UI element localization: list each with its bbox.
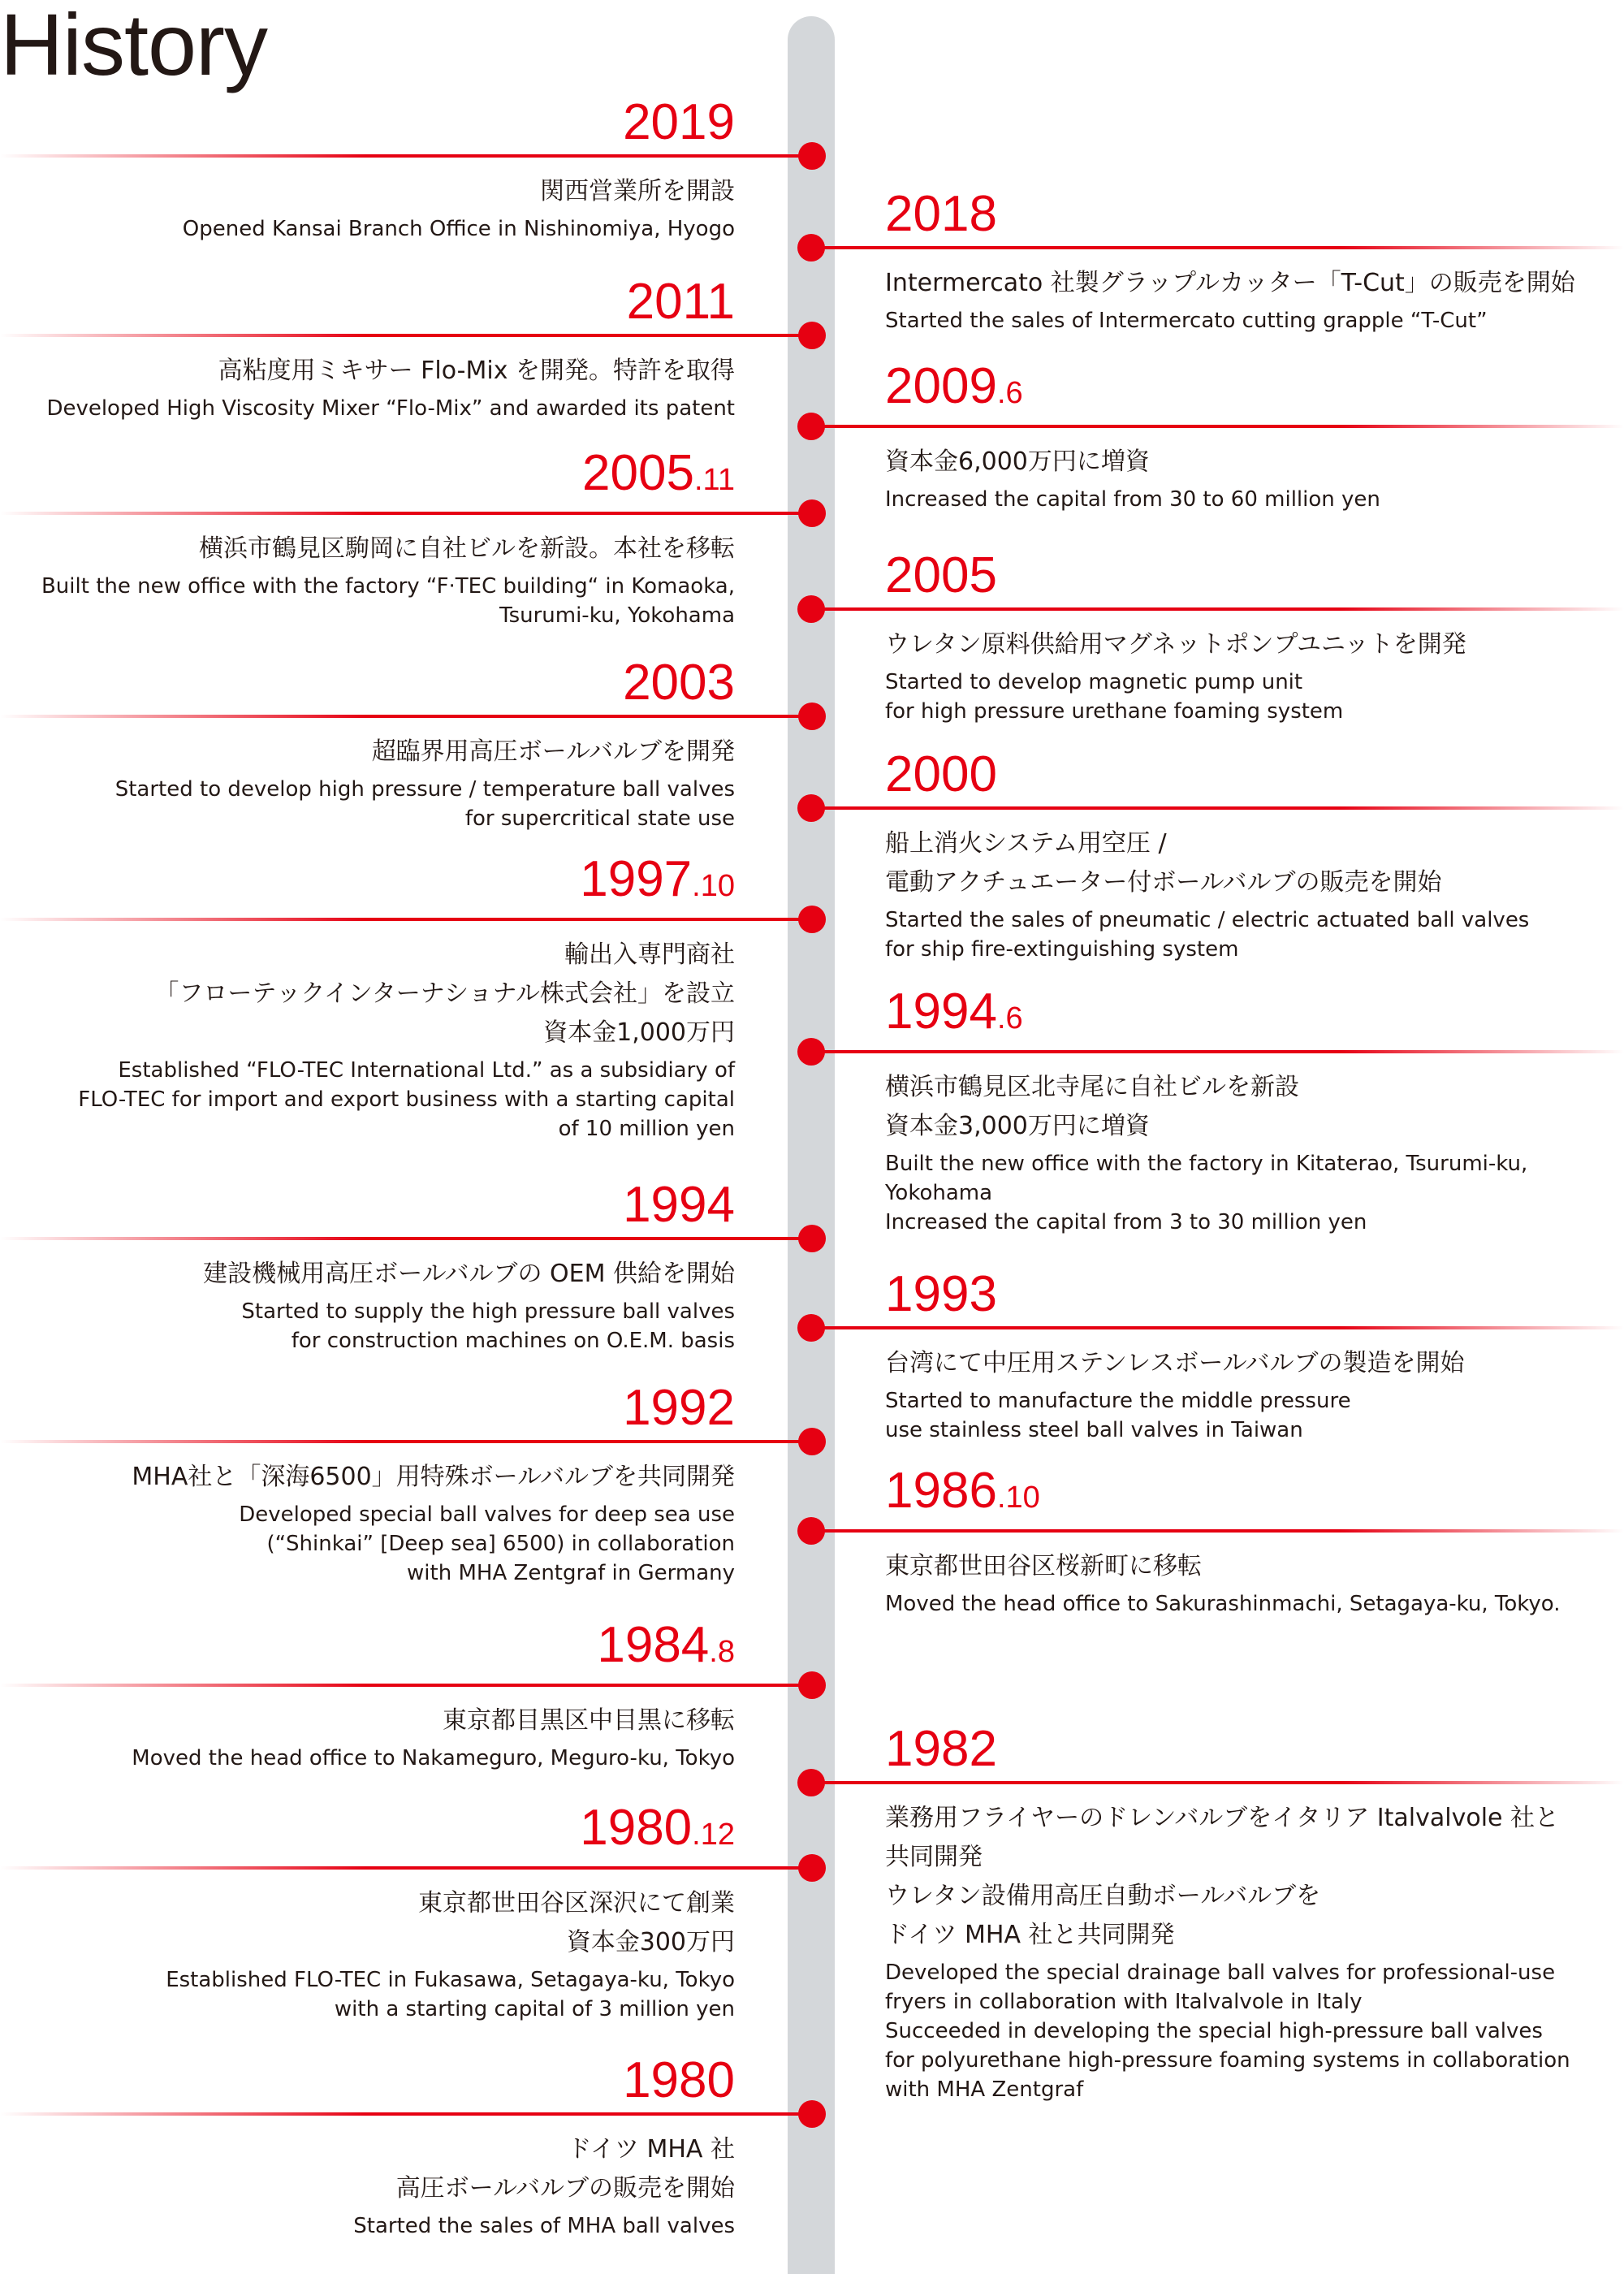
timeline-connector-line (811, 246, 1624, 249)
timeline-dot (797, 1038, 825, 1066)
timeline-connector-line (0, 1866, 812, 1870)
timeline-connector-line (0, 2112, 812, 2116)
japanese-line: 船上消火システム用空圧 / (885, 829, 1167, 858)
entry-year-number: 1980 (623, 2052, 735, 2108)
entry-english-text (37, 1297, 735, 1355)
timeline-connector-line (0, 1237, 812, 1240)
entry-year-month: .6 (996, 376, 1023, 410)
timeline-dot (798, 142, 826, 170)
english-line: Moved the head office to Sakurashinmachi, Setagaya-ku, Tokyo. (885, 1592, 1561, 1616)
english-line: Started to manufacture the middle pressure (885, 1389, 1351, 1413)
japanese-line: 高圧ボールバルブの販売を開始 (395, 2174, 735, 2203)
entry-english-text (885, 1589, 1600, 1619)
entry-japanese-text (885, 824, 1600, 902)
entry-year (597, 1617, 735, 1677)
entry-japanese-text (885, 443, 1600, 482)
timeline-dot (797, 1517, 825, 1545)
english-line: Built the new office with the factory “F·TEC building“ in Komaoka, (41, 574, 735, 599)
english-line: Moved the head office to Nakameguro, Meguro-ku, Tokyo (132, 1746, 735, 1770)
entry-year-number: 1997 (580, 851, 693, 907)
japanese-line: 台湾にて中圧用ステンレスボールバルブの製造を開始 (885, 1349, 1465, 1377)
timeline-dot (797, 413, 825, 440)
timeline-connector-line (0, 512, 812, 515)
timeline-connector-line (811, 1781, 1624, 1784)
timeline-dot (798, 499, 826, 527)
entry-year (623, 1177, 735, 1233)
english-line: Opened Kansai Branch Office in Nishinomiya, Hyogo (182, 217, 735, 241)
entry-japanese-text (37, 1255, 735, 1294)
page-title: History (0, 0, 268, 93)
entry-year (885, 1721, 997, 1777)
entry-body (885, 625, 1600, 726)
japanese-line: 関西営業所を開設 (540, 177, 735, 205)
timeline-connector-line (811, 806, 1624, 810)
entry-body (885, 443, 1600, 514)
entry-year-number: 1993 (885, 1266, 997, 1322)
entry-body (37, 936, 735, 1143)
entry-japanese-text (885, 1068, 1600, 1146)
japanese-line: 高粘度用ミキサー Flo-Mix を開発。特許を取得 (218, 357, 735, 385)
japanese-line: 資本金300万円 (566, 1928, 735, 1956)
english-line: Increased the capital from 3 to 30 million yen (885, 1210, 1367, 1234)
english-line: for ship fire-extinguishing system (885, 937, 1239, 962)
entry-english-text (885, 1386, 1600, 1445)
entry-year (580, 851, 735, 911)
japanese-line: 超臨界用高圧ボールバルブを開発 (371, 737, 735, 766)
english-line: with MHA Zentgraf (885, 2077, 1084, 2102)
japanese-line: 横浜市鶴見区北寺尾に自社ビルを新設 (885, 1073, 1299, 1101)
japanese-line: 横浜市鶴見区駒岡に自社ビルを新設。本社を移転 (199, 534, 735, 563)
entry-year-month: .10 (996, 1481, 1040, 1515)
english-line: for polyurethane high-pressure foaming systems in collaboration (885, 2048, 1570, 2073)
entry-body (37, 1884, 735, 2024)
japanese-line: ドイツ MHA 社 (567, 2135, 735, 2164)
japanese-line: Intermercato 社製グラップルカッター「T-Cut」の販売を開始 (885, 269, 1575, 297)
entry-english-text (885, 668, 1600, 726)
entry-japanese-text (37, 172, 735, 211)
japanese-line: ウレタン原料供給用マグネットポンプユニットを開発 (885, 630, 1466, 659)
timeline-connector-line (811, 1326, 1624, 1329)
timeline-dot (797, 794, 825, 822)
entry-year-number: 1986 (885, 1463, 997, 1519)
timeline-dot (797, 1314, 825, 1342)
timeline-spine (788, 16, 835, 2274)
entry-year (623, 2052, 735, 2108)
entry-body (37, 1701, 735, 1773)
timeline-connector-line (811, 425, 1624, 428)
japanese-line: 業務用フライヤーのドレンバルブをイタリア Italvalvole 社と (885, 1804, 1560, 1832)
japanese-line: 建設機械用高圧ボールバルブの OEM 供給を開始 (203, 1260, 735, 1288)
entry-japanese-text (885, 1799, 1600, 1955)
entry-year-number: 2009 (885, 358, 997, 414)
entry-year-month: .6 (996, 1001, 1023, 1035)
entry-year (623, 655, 735, 711)
entry-english-text (885, 1149, 1600, 1237)
entry-year-number: 1994 (623, 1177, 735, 1233)
timeline-dot (798, 1428, 826, 1455)
timeline-dot (797, 595, 825, 623)
japanese-line: MHA社と「深海6500」用特殊ボールバルブを共同開発 (132, 1463, 735, 1491)
entry-body (885, 1344, 1600, 1445)
entry-japanese-text (37, 1458, 735, 1497)
japanese-line: 共同開発 (885, 1843, 983, 1871)
entry-year (885, 1266, 997, 1322)
entry-english-text (885, 306, 1600, 335)
entry-japanese-text (885, 1344, 1600, 1383)
english-line: Developed special ball valves for deep sea use (239, 1502, 735, 1527)
entry-body (37, 2130, 735, 2241)
entry-english-text (885, 485, 1600, 514)
entry-year-number: 1984 (597, 1617, 710, 1673)
entry-japanese-text (885, 625, 1600, 664)
english-line: with a starting capital of 3 million yen (334, 1997, 735, 2021)
timeline-dot (798, 322, 826, 349)
timeline-dot (798, 906, 826, 933)
english-line: use stainless steel ball valves in Taiwan (885, 1418, 1303, 1442)
entry-english-text (37, 1744, 735, 1773)
english-line: Established “FLO-TEC International Ltd.” as a subsidiary of (118, 1058, 735, 1083)
entry-english-text (885, 906, 1600, 964)
entry-body (37, 733, 735, 833)
entry-year-number: 2005 (582, 445, 694, 501)
timeline-connector-line (0, 1440, 812, 1443)
entry-body (37, 1255, 735, 1355)
english-line: for construction machines on O.E.M. basis (291, 1329, 735, 1353)
english-line: Started to supply the high pressure ball valves (241, 1299, 735, 1324)
entry-year (580, 1800, 735, 1860)
english-line: Built the new office with the factory in Kitaterao, Tsurumi-ku, (885, 1152, 1528, 1176)
entry-year-number: 1994 (885, 984, 997, 1040)
japanese-line: 「フローテックインターナショナル株式会社」を設立 (154, 979, 735, 1008)
entry-year-number: 2011 (626, 274, 735, 330)
entry-english-text (37, 1056, 735, 1143)
entry-year (885, 358, 1023, 418)
timeline-dot (798, 1225, 826, 1252)
english-line: Started to develop high pressure / temperature ball valves (114, 777, 735, 802)
japanese-line: ドイツ MHA 社と共同開発 (885, 1921, 1175, 1949)
entry-english-text (37, 394, 735, 423)
entry-english-text (37, 2211, 735, 2241)
entry-english-text (37, 214, 735, 244)
entry-english-text (885, 1958, 1600, 2104)
entry-year-number: 2003 (623, 655, 735, 711)
timeline-dot (798, 2100, 826, 2128)
english-line: Succeeded in developing the special high-pressure ball valves (885, 2019, 1543, 2043)
entry-body (885, 824, 1600, 964)
timeline-connector-line (811, 607, 1624, 611)
entry-year (623, 94, 735, 150)
english-line: FLO-TEC for import and export business with a starting capital (78, 1087, 735, 1112)
english-line: for high pressure urethane foaming system (885, 699, 1344, 724)
japanese-line: 資本金3,000万円に増資 (885, 1112, 1150, 1140)
entry-year-month: .10 (692, 869, 735, 903)
entry-year-number: 2018 (885, 186, 997, 242)
entry-body (885, 1547, 1600, 1619)
entry-body (37, 1458, 735, 1588)
english-line: Started the sales of MHA ball valves (353, 2214, 735, 2238)
entry-body (885, 1799, 1600, 2104)
english-line: Started to develop magnetic pump unit (885, 670, 1303, 694)
entry-year-number: 2019 (623, 94, 735, 150)
timeline-connector-line (811, 1050, 1624, 1053)
english-line: Developed High Viscosity Mixer “Flo-Mix” and awarded its patent (46, 396, 735, 421)
entry-year-number: 1992 (623, 1380, 735, 1436)
english-line: (“Shinkai” [Deep sea] 6500) in collaboration (266, 1532, 735, 1556)
japanese-line: 輸出入専門商社 (564, 940, 735, 969)
timeline-connector-line (811, 1529, 1624, 1533)
entry-body (885, 1068, 1600, 1237)
timeline-dot (798, 703, 826, 730)
timeline-dot (797, 234, 825, 262)
english-line: Developed the special drainage ball valves for professional-use (885, 1961, 1556, 1985)
entry-year (626, 274, 735, 330)
entry-japanese-text (37, 1701, 735, 1740)
entry-english-text (37, 572, 735, 630)
entry-body (37, 530, 735, 630)
entry-body (37, 172, 735, 244)
entry-year-month: .8 (709, 1635, 735, 1669)
entry-english-text (37, 1965, 735, 2024)
english-line: Started the sales of Intermercato cutting grapple “T-Cut” (885, 309, 1488, 333)
entry-year-month: .12 (692, 1818, 735, 1852)
entry-japanese-text (37, 530, 735, 568)
timeline-connector-line (0, 715, 812, 718)
entry-japanese-text (37, 1884, 735, 1962)
entry-year (885, 186, 997, 242)
entry-japanese-text (37, 733, 735, 772)
entry-year-number: 2000 (885, 746, 997, 802)
entry-year-number: 2005 (885, 547, 997, 603)
entry-year (582, 445, 735, 505)
japanese-line: 資本金1,000万円 (543, 1018, 735, 1047)
entry-japanese-text (885, 264, 1600, 303)
english-line: Yokohama (885, 1181, 993, 1205)
timeline-dot (797, 1769, 825, 1796)
japanese-line: 東京都世田谷区深沢にて創業 (418, 1889, 735, 1917)
entry-english-text (37, 775, 735, 833)
timeline-connector-line (0, 154, 812, 158)
entry-year-number: 1982 (885, 1721, 997, 1777)
timeline-dot (798, 1671, 826, 1699)
entry-japanese-text (885, 1547, 1600, 1586)
timeline-connector-line (0, 918, 812, 921)
timeline-connector-line (0, 1684, 812, 1687)
entry-japanese-text (37, 2130, 735, 2208)
entry-year (885, 984, 1023, 1044)
entry-body (37, 352, 735, 423)
english-line: fryers in collaboration with Italvalvole in Italy (885, 1990, 1363, 2014)
entry-year (885, 547, 997, 603)
english-line: Tsurumi-ku, Yokohama (499, 603, 735, 628)
japanese-line: 東京都目黒区中目黒に移転 (443, 1706, 735, 1735)
english-line: Increased the capital from 30 to 60 million yen (885, 487, 1380, 512)
entry-japanese-text (37, 352, 735, 391)
english-line: of 10 million yen (558, 1117, 735, 1141)
japanese-line: ウレタン設備用高圧自動ボールバルブを (885, 1882, 1321, 1910)
english-line: for supercritical state use (464, 806, 735, 831)
entry-year (885, 1463, 1040, 1523)
timeline-connector-line (0, 334, 812, 337)
entry-year (623, 1380, 735, 1436)
english-line: Started the sales of pneumatic / electric actuated ball valves (885, 908, 1530, 932)
japanese-line: 東京都世田谷区桜新町に移転 (885, 1552, 1202, 1580)
entry-year (885, 746, 997, 802)
entry-english-text (37, 1500, 735, 1588)
entry-japanese-text (37, 936, 735, 1053)
english-line: with MHA Zentgraf in Germany (407, 1561, 735, 1585)
entry-year-number: 1980 (580, 1800, 693, 1856)
entry-year-month: .11 (693, 463, 735, 497)
entry-body (885, 264, 1600, 335)
english-line: Established FLO-TEC in Fukasawa, Setagaya-ku, Tokyo (166, 1968, 735, 1992)
japanese-line: 資本金6,000万円に増資 (885, 447, 1150, 476)
japanese-line: 電動アクチュエーター付ボールバルブの販売を開始 (885, 868, 1442, 897)
timeline-dot (798, 1854, 826, 1882)
